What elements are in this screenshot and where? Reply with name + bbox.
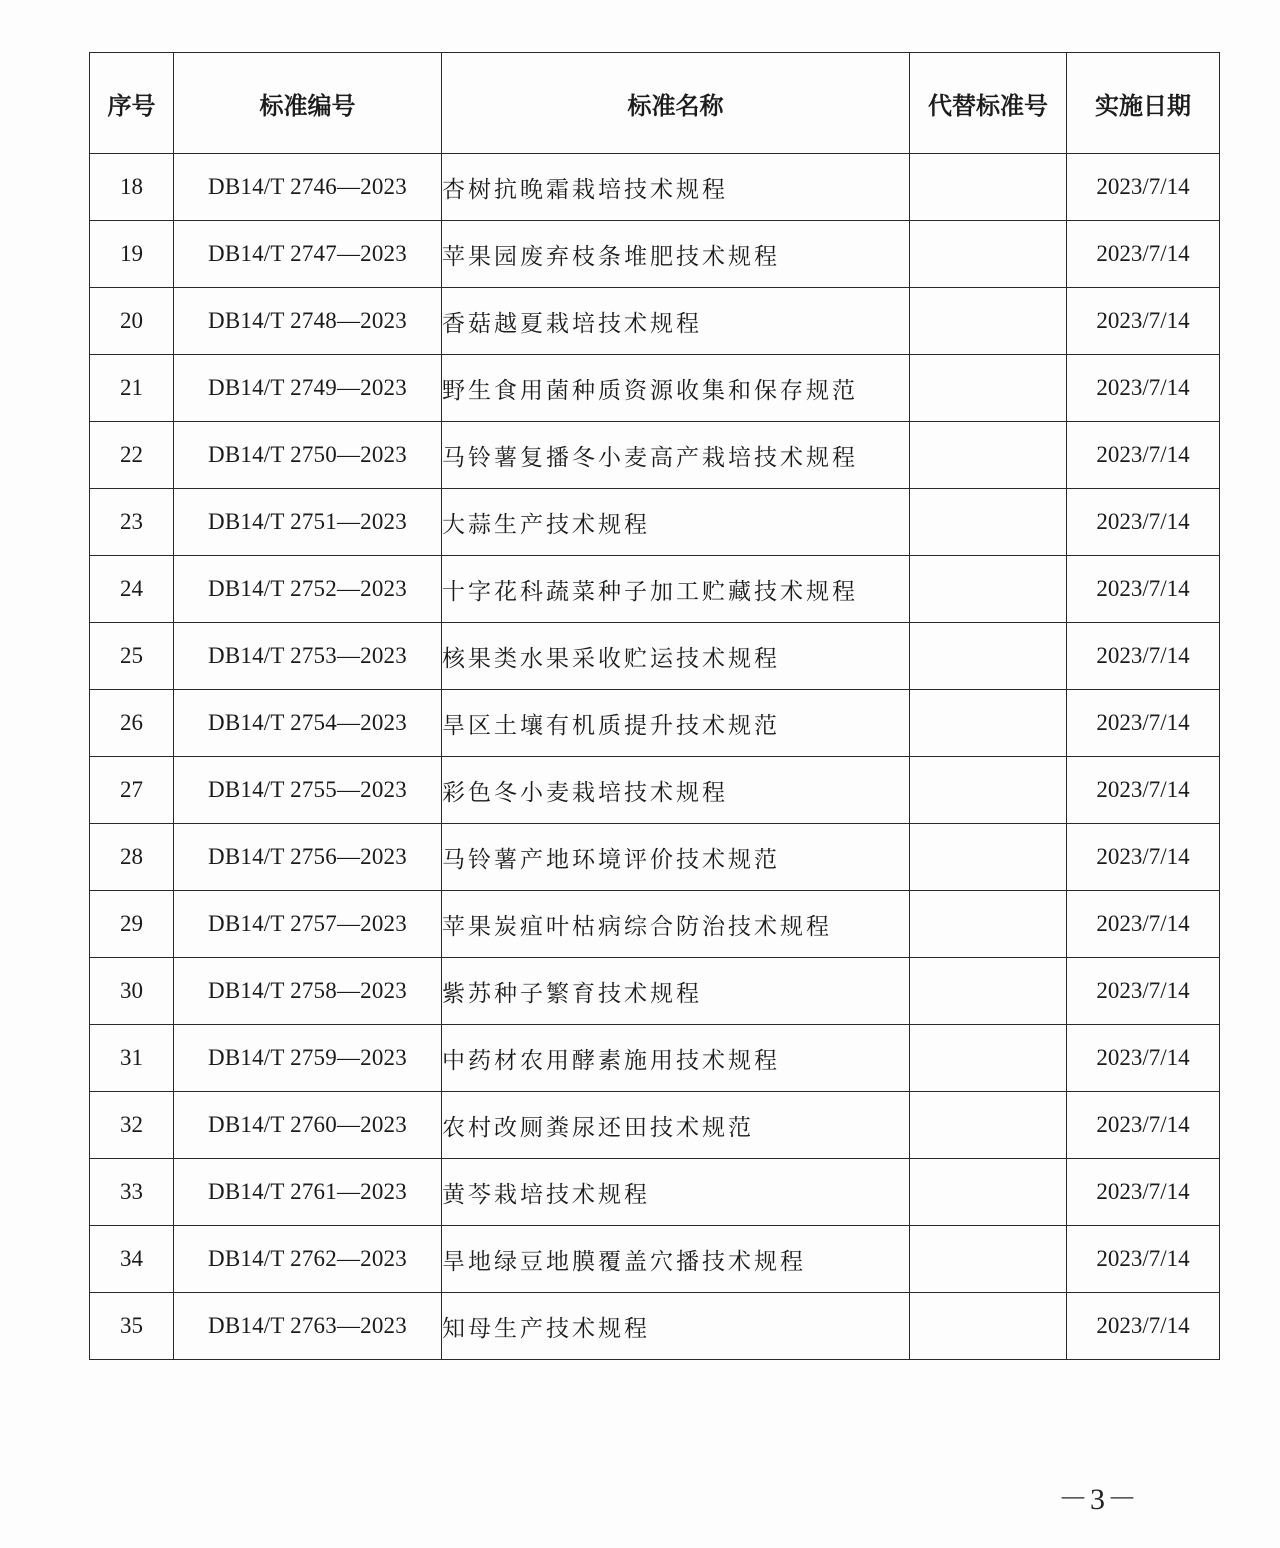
cell-standard-code: DB14/T 2763—2023 <box>174 1293 442 1360</box>
table-row <box>90 1159 1220 1226</box>
cell-date: 2023/7/14 <box>1067 757 1220 824</box>
cell-date: 2023/7/14 <box>1067 891 1220 958</box>
cell-standard-name: 旱区土壤有机质提升技术规范 <box>442 690 910 757</box>
table-row <box>90 958 1220 1025</box>
cell-date: 2023/7/14 <box>1067 422 1220 489</box>
cell-standard-code: DB14/T 2755—2023 <box>174 757 442 824</box>
cell-standard-name: 核果类水果采收贮运技术规程 <box>442 623 910 690</box>
table-row <box>90 623 1220 690</box>
cell-replaces <box>910 958 1067 1025</box>
cell-date: 2023/7/14 <box>1067 824 1220 891</box>
cell-standard-name: 苹果园废弃枝条堆肥技术规程 <box>442 221 910 288</box>
cell-standard-code: DB14/T 2746—2023 <box>174 154 442 221</box>
cell-replaces <box>910 221 1067 288</box>
table-row <box>90 154 1220 221</box>
header-index: 序号 <box>90 53 174 154</box>
cell-date: 2023/7/14 <box>1067 958 1220 1025</box>
cell-standard-name: 旱地绿豆地膜覆盖穴播技术规程 <box>442 1226 910 1293</box>
table-row <box>90 1025 1220 1092</box>
cell-standard-code: DB14/T 2750—2023 <box>174 422 442 489</box>
cell-standard-name: 苹果炭疽叶枯病综合防治技术规程 <box>442 891 910 958</box>
cell-index: 33 <box>90 1159 174 1226</box>
cell-date: 2023/7/14 <box>1067 154 1220 221</box>
header-date: 实施日期 <box>1067 53 1220 154</box>
cell-index: 35 <box>90 1293 174 1360</box>
cell-date: 2023/7/14 <box>1067 288 1220 355</box>
cell-date: 2023/7/14 <box>1067 1159 1220 1226</box>
table-row <box>90 690 1220 757</box>
cell-replaces <box>910 489 1067 556</box>
cell-standard-code: DB14/T 2759—2023 <box>174 1025 442 1092</box>
table-row <box>90 824 1220 891</box>
cell-date: 2023/7/14 <box>1067 489 1220 556</box>
cell-standard-name: 彩色冬小麦栽培技术规程 <box>442 757 910 824</box>
cell-standard-code: DB14/T 2751—2023 <box>174 489 442 556</box>
cell-index: 25 <box>90 623 174 690</box>
cell-index: 28 <box>90 824 174 891</box>
header-replaces: 代替标准号 <box>910 53 1067 154</box>
cell-date: 2023/7/14 <box>1067 1226 1220 1293</box>
cell-index: 18 <box>90 154 174 221</box>
cell-date: 2023/7/14 <box>1067 355 1220 422</box>
cell-index: 34 <box>90 1226 174 1293</box>
table-header <box>90 53 1220 154</box>
table-row <box>90 422 1220 489</box>
cell-replaces <box>910 623 1067 690</box>
cell-standard-name: 马铃薯产地环境评价技术规范 <box>442 824 910 891</box>
cell-standard-code: DB14/T 2753—2023 <box>174 623 442 690</box>
table-row <box>90 221 1220 288</box>
cell-standard-code: DB14/T 2756—2023 <box>174 824 442 891</box>
cell-date: 2023/7/14 <box>1067 1092 1220 1159</box>
cell-replaces <box>910 757 1067 824</box>
cell-index: 27 <box>90 757 174 824</box>
cell-standard-name: 大蒜生产技术规程 <box>442 489 910 556</box>
cell-replaces <box>910 891 1067 958</box>
cell-standard-code: DB14/T 2747—2023 <box>174 221 442 288</box>
header-row <box>90 53 1220 154</box>
cell-standard-name: 知母生产技术规程 <box>442 1293 910 1360</box>
cell-date: 2023/7/14 <box>1067 1293 1220 1360</box>
table-body <box>90 154 1220 1360</box>
cell-index: 20 <box>90 288 174 355</box>
cell-date: 2023/7/14 <box>1067 556 1220 623</box>
cell-standard-code: DB14/T 2754—2023 <box>174 690 442 757</box>
table-row <box>90 1293 1220 1360</box>
cell-replaces <box>910 1159 1067 1226</box>
cell-index: 29 <box>90 891 174 958</box>
cell-index: 32 <box>90 1092 174 1159</box>
cell-replaces <box>910 1293 1067 1360</box>
cell-standard-name: 马铃薯复播冬小麦高产栽培技术规程 <box>442 422 910 489</box>
cell-replaces <box>910 154 1067 221</box>
cell-replaces <box>910 288 1067 355</box>
cell-standard-code: DB14/T 2757—2023 <box>174 891 442 958</box>
cell-replaces <box>910 824 1067 891</box>
table-row <box>90 355 1220 422</box>
cell-date: 2023/7/14 <box>1067 221 1220 288</box>
standards-table <box>89 52 1220 1360</box>
cell-replaces <box>910 690 1067 757</box>
cell-standard-name: 紫苏种子繁育技术规程 <box>442 958 910 1025</box>
cell-standard-code: DB14/T 2752—2023 <box>174 556 442 623</box>
cell-standard-code: DB14/T 2762—2023 <box>174 1226 442 1293</box>
table-row <box>90 489 1220 556</box>
cell-index: 26 <box>90 690 174 757</box>
cell-standard-name: 杏树抗晚霜栽培技术规程 <box>442 154 910 221</box>
cell-index: 22 <box>90 422 174 489</box>
cell-index: 31 <box>90 1025 174 1092</box>
cell-index: 23 <box>90 489 174 556</box>
table-row <box>90 1092 1220 1159</box>
cell-index: 24 <box>90 556 174 623</box>
table-row <box>90 891 1220 958</box>
cell-index: 30 <box>90 958 174 1025</box>
header-code: 标准编号 <box>174 53 442 154</box>
page-number: －3－ <box>1058 1483 1139 1516</box>
cell-standard-name: 中药材农用酵素施用技术规程 <box>442 1025 910 1092</box>
cell-index: 21 <box>90 355 174 422</box>
cell-date: 2023/7/14 <box>1067 1025 1220 1092</box>
table-row <box>90 556 1220 623</box>
cell-standard-name: 十字花科蔬菜种子加工贮藏技术规程 <box>442 556 910 623</box>
cell-standard-name: 野生食用菌种质资源收集和保存规范 <box>442 355 910 422</box>
table-row <box>90 1226 1220 1293</box>
table-row <box>90 288 1220 355</box>
cell-standard-code: DB14/T 2758—2023 <box>174 958 442 1025</box>
cell-replaces <box>910 556 1067 623</box>
cell-standard-name: 农村改厕粪尿还田技术规范 <box>442 1092 910 1159</box>
cell-standard-name: 香菇越夏栽培技术规程 <box>442 288 910 355</box>
cell-replaces <box>910 1092 1067 1159</box>
header-name: 标准名称 <box>442 53 910 154</box>
cell-date: 2023/7/14 <box>1067 690 1220 757</box>
cell-replaces <box>910 422 1067 489</box>
cell-standard-code: DB14/T 2749—2023 <box>174 355 442 422</box>
cell-standard-code: DB14/T 2760—2023 <box>174 1092 442 1159</box>
cell-replaces <box>910 1025 1067 1092</box>
cell-standard-code: DB14/T 2748—2023 <box>174 288 442 355</box>
table-row <box>90 757 1220 824</box>
cell-standard-name: 黄芩栽培技术规程 <box>442 1159 910 1226</box>
cell-standard-code: DB14/T 2761—2023 <box>174 1159 442 1226</box>
cell-replaces <box>910 1226 1067 1293</box>
cell-date: 2023/7/14 <box>1067 623 1220 690</box>
cell-replaces <box>910 355 1067 422</box>
cell-index: 19 <box>90 221 174 288</box>
